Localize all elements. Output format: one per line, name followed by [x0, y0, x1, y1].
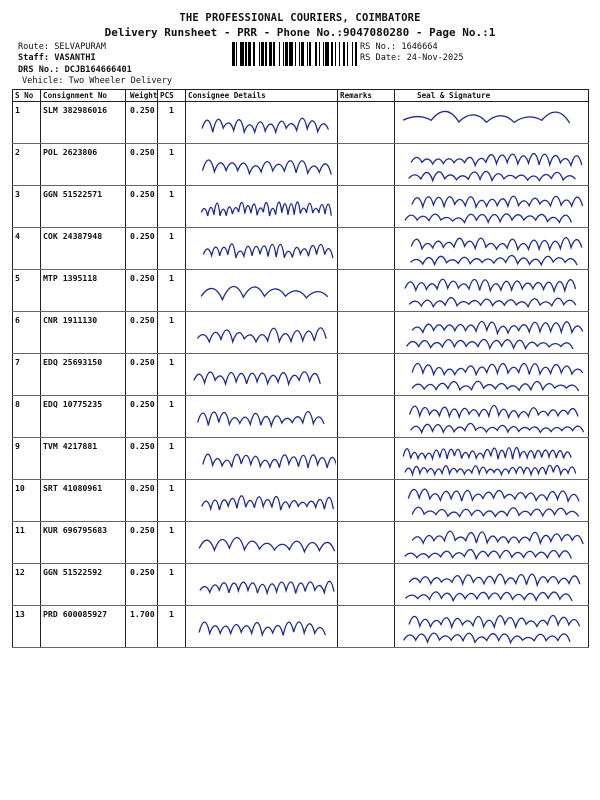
route-value: SELVAPURAM: [54, 42, 106, 52]
cell-consignee-details: [186, 564, 338, 606]
rs-date-line: [360, 53, 464, 63]
drs-label: DRS No.:: [18, 65, 60, 75]
cell-consignment-no: MTP 1395118: [41, 270, 126, 312]
cell-sno: 13: [13, 606, 41, 648]
cell-weight: 0.250: [126, 354, 158, 396]
runsheet-title: Delivery Runsheet - PRR - Phone No.:9047080280 - Page No.:1: [104, 26, 496, 39]
signature-handwriting: [395, 186, 585, 228]
col-header-consignee: Consignee Details: [186, 90, 338, 102]
handwriting-scribble: [186, 102, 336, 142]
cell-seal-signature: [395, 270, 589, 312]
table-row: [13, 354, 589, 396]
handwriting-scribble: [186, 396, 336, 436]
cell-weight: 0.250: [126, 438, 158, 480]
cell-consignee-details: [186, 102, 338, 144]
cell-consignee-details: [186, 480, 338, 522]
cell-remarks: [338, 396, 395, 438]
cell-consignment-no: SRT 41080961: [41, 480, 126, 522]
consignee-handwriting: [186, 144, 336, 186]
signature-handwriting: [395, 522, 585, 564]
consignee-handwriting: [186, 438, 336, 480]
cell-weight: 1.700: [126, 606, 158, 648]
table-row: [13, 144, 589, 186]
cell-sno: 3: [13, 186, 41, 228]
vehicle-label: Vehicle:: [22, 76, 64, 86]
cell-pcs: 1: [158, 144, 186, 186]
signature-handwriting: [395, 606, 585, 648]
cell-weight: 0.250: [126, 144, 158, 186]
cell-seal-signature: [395, 522, 589, 564]
cell-seal-signature: [395, 312, 589, 354]
cell-remarks: [338, 522, 395, 564]
cell-remarks: [338, 480, 395, 522]
route-label: Route:: [18, 42, 50, 52]
consignee-handwriting: [186, 480, 336, 522]
cell-consignee-details: [186, 522, 338, 564]
cell-weight: 0.250: [126, 312, 158, 354]
handwriting-scribble: [395, 480, 585, 520]
cell-consignee-details: [186, 606, 338, 648]
table-row: [13, 270, 589, 312]
signature-handwriting: [395, 396, 585, 438]
rs-date-label: RS Date:: [360, 53, 402, 63]
signature-handwriting: [395, 144, 585, 186]
table-row: [13, 522, 589, 564]
col-header-pcs: PCS: [158, 90, 186, 102]
cell-weight: 0.250: [126, 564, 158, 606]
cell-consignment-no: EDQ 10775235: [41, 396, 126, 438]
cell-seal-signature: [395, 228, 589, 270]
cell-sno: 5: [13, 270, 41, 312]
cell-consignment-no: GGN 51522571: [41, 186, 126, 228]
cell-remarks: [338, 312, 395, 354]
handwriting-scribble: [395, 354, 585, 394]
cell-weight: 0.250: [126, 480, 158, 522]
cell-consignee-details: [186, 354, 338, 396]
handwriting-scribble: [186, 522, 336, 562]
handwriting-scribble: [186, 606, 336, 646]
delivery-table: [12, 89, 589, 648]
rs-no-label: RS No.:: [360, 42, 397, 52]
table-row: [13, 312, 589, 354]
cell-sno: 9: [13, 438, 41, 480]
cell-weight: 0.250: [126, 270, 158, 312]
cell-remarks: [338, 186, 395, 228]
cell-pcs: 1: [158, 186, 186, 228]
cell-seal-signature: [395, 396, 589, 438]
cell-consignment-no: PRD 600085927: [41, 606, 126, 648]
signature-handwriting: [395, 438, 585, 480]
consignee-handwriting: [186, 522, 336, 564]
cell-remarks: [338, 270, 395, 312]
handwriting-scribble: [395, 522, 585, 562]
cell-sno: 11: [13, 522, 41, 564]
cell-consignment-no: KUR 696795683: [41, 522, 126, 564]
handwriting-scribble: [186, 312, 336, 352]
consignee-handwriting: [186, 606, 336, 648]
handwriting-scribble: [395, 186, 585, 226]
cell-consignee-details: [186, 312, 338, 354]
cell-pcs: 1: [158, 228, 186, 270]
handwriting-scribble: [395, 564, 585, 604]
cell-consignment-no: SLM 382986016: [41, 102, 126, 144]
handwriting-scribble: [395, 396, 585, 436]
col-header-weight: Weight: [126, 90, 158, 102]
consignee-handwriting: [186, 228, 336, 270]
cell-remarks: [338, 144, 395, 186]
cell-sno: 10: [13, 480, 41, 522]
signature-handwriting: [395, 480, 585, 522]
table-row: [13, 396, 589, 438]
cell-sno: 6: [13, 312, 41, 354]
col-header-sno: S No: [13, 90, 41, 102]
signature-handwriting: [395, 270, 585, 312]
handwriting-scribble: [186, 144, 336, 184]
cell-weight: 0.250: [126, 522, 158, 564]
signature-handwriting: [395, 312, 585, 354]
signature-handwriting: [395, 354, 585, 396]
cell-seal-signature: [395, 606, 589, 648]
cell-sno: 1: [13, 102, 41, 144]
cell-seal-signature: [395, 186, 589, 228]
drs-value: DCJB164666401: [64, 65, 132, 75]
table-row: [13, 606, 589, 648]
table-row: [13, 480, 589, 522]
col-header-remarks: Remarks: [338, 90, 395, 102]
drs-line: [18, 65, 132, 75]
signature-handwriting: [395, 102, 585, 144]
cell-pcs: 1: [158, 606, 186, 648]
consignee-handwriting: [186, 354, 336, 396]
cell-sno: 7: [13, 354, 41, 396]
handwriting-scribble: [395, 102, 585, 142]
cell-pcs: 1: [158, 354, 186, 396]
handwriting-scribble: [395, 144, 585, 184]
cell-seal-signature: [395, 144, 589, 186]
cell-pcs: 1: [158, 480, 186, 522]
cell-consignee-details: [186, 438, 338, 480]
cell-consignment-no: CNR 1911130: [41, 312, 126, 354]
handwriting-scribble: [186, 186, 336, 226]
cell-pcs: 1: [158, 438, 186, 480]
cell-pcs: 1: [158, 564, 186, 606]
staff-label: Staff:: [18, 53, 50, 63]
staff-value: VASANTHI: [54, 53, 96, 63]
cell-pcs: 1: [158, 522, 186, 564]
handwriting-scribble: [186, 354, 336, 394]
cell-consignee-details: [186, 186, 338, 228]
cell-seal-signature: [395, 102, 589, 144]
handwriting-scribble: [395, 438, 585, 478]
cell-pcs: 1: [158, 270, 186, 312]
barcode-bar: [355, 42, 358, 66]
vehicle-line: [22, 76, 172, 86]
handwriting-scribble: [395, 606, 585, 646]
handwriting-scribble: [186, 270, 336, 310]
handwriting-scribble: [186, 228, 336, 268]
signature-handwriting: [395, 564, 585, 606]
staff-line: [18, 53, 96, 63]
cell-sno: 8: [13, 396, 41, 438]
consignee-handwriting: [186, 312, 336, 354]
consignee-handwriting: [186, 186, 336, 228]
rs-no-line: [360, 42, 438, 52]
cell-pcs: 1: [158, 396, 186, 438]
cell-remarks: [338, 564, 395, 606]
cell-seal-signature: [395, 564, 589, 606]
table-row: [13, 228, 589, 270]
cell-pcs: 1: [158, 102, 186, 144]
consignee-handwriting: [186, 102, 336, 144]
signature-handwriting: [395, 228, 585, 270]
table-row: [13, 564, 589, 606]
cell-weight: 0.250: [126, 228, 158, 270]
cell-consignee-details: [186, 144, 338, 186]
cell-consignee-details: [186, 270, 338, 312]
consignee-handwriting: [186, 564, 336, 606]
cell-seal-signature: [395, 354, 589, 396]
cell-remarks: [338, 354, 395, 396]
cell-consignee-details: [186, 396, 338, 438]
table-row: [13, 102, 589, 144]
cell-remarks: [338, 102, 395, 144]
handwriting-scribble: [395, 270, 585, 310]
cell-weight: 0.250: [126, 396, 158, 438]
barcode-image: [232, 42, 358, 66]
cell-consignment-no: COK 24387948: [41, 228, 126, 270]
cell-seal-signature: [395, 480, 589, 522]
table-row: [13, 186, 589, 228]
cell-pcs: 1: [158, 312, 186, 354]
cell-consignment-no: EDQ 25693150: [41, 354, 126, 396]
consignee-handwriting: [186, 270, 336, 312]
handwriting-scribble: [395, 228, 585, 268]
handwriting-scribble: [186, 438, 336, 478]
cell-remarks: [338, 606, 395, 648]
rs-no-value: 1646664: [401, 42, 438, 52]
table-header-row: [13, 90, 589, 102]
route-line: [18, 42, 106, 52]
vehicle-value: Two Wheeler Delivery: [68, 76, 173, 86]
cell-consignment-no: TVM 4217881: [41, 438, 126, 480]
cell-consignment-no: POL 2623806: [41, 144, 126, 186]
cell-remarks: [338, 438, 395, 480]
cell-sno: 4: [13, 228, 41, 270]
table-row: [13, 438, 589, 480]
cell-weight: 0.250: [126, 186, 158, 228]
rs-date-value: 24-Nov-2025: [406, 53, 464, 63]
handwriting-scribble: [395, 312, 585, 352]
cell-seal-signature: [395, 438, 589, 480]
cell-consignment-no: GGN 51522592: [41, 564, 126, 606]
company-title: THE PROFESSIONAL COURIERS, COIMBATORE: [179, 12, 421, 24]
col-header-signature: Seal & Signature: [395, 90, 589, 102]
consignee-handwriting: [186, 396, 336, 438]
cell-consignee-details: [186, 228, 338, 270]
cell-sno: 12: [13, 564, 41, 606]
cell-sno: 2: [13, 144, 41, 186]
handwriting-scribble: [186, 564, 336, 604]
col-header-consignment: Consignment No: [41, 90, 126, 102]
cell-remarks: [338, 228, 395, 270]
handwriting-scribble: [186, 480, 336, 520]
cell-weight: 0.250: [126, 102, 158, 144]
